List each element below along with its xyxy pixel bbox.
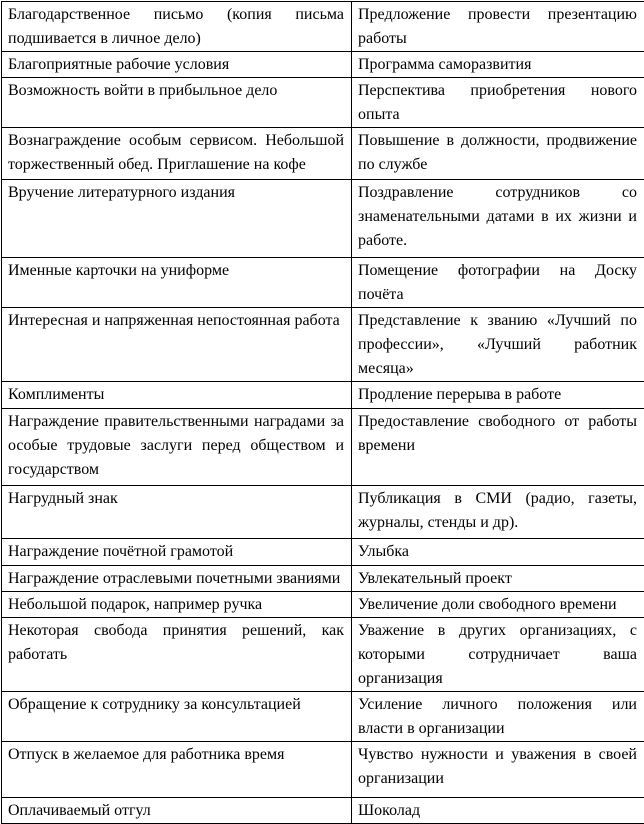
table-row xyxy=(2,618,644,692)
table-cell: Награждение почётной грамотой xyxy=(2,539,352,566)
table-row xyxy=(2,592,644,618)
table-cell: Предоставление свободного от работы времени xyxy=(352,409,644,486)
table-row xyxy=(2,258,644,308)
table-cell: Награждение отраслевыми почетными званиями xyxy=(2,566,352,592)
table-cell: Оплачиваемый отгул xyxy=(2,798,352,824)
table-cell: Интересная и напряженная непостоянная работа xyxy=(2,308,352,382)
table-cell: Отпуск в желаемое для работника время xyxy=(2,742,352,798)
table-cell: Именные карточки на униформе xyxy=(2,258,352,308)
table-cell: Публикация в СМИ (радио, газеты, журналы, стенды и др). xyxy=(352,486,644,539)
table-row xyxy=(2,798,644,824)
table-cell: Усиление личного положения или власти в организации xyxy=(352,692,644,742)
table-row xyxy=(2,180,644,258)
table-row xyxy=(2,382,644,409)
table-cell: Благоприятные рабочие условия xyxy=(2,52,352,78)
table-cell: Продление перерыва в работе xyxy=(352,382,644,409)
table-row xyxy=(2,128,644,180)
table-row xyxy=(2,78,644,128)
table-cell: Награждение правительственными наградами за особые трудовые заслуги перед обществом и государством xyxy=(2,409,352,486)
table-cell: Нагрудный знак xyxy=(2,486,352,539)
table-cell: Помещение фотографии на Доску почёта xyxy=(352,258,644,308)
table-cell: Улыбка xyxy=(352,539,644,566)
table-cell: Комплименты xyxy=(2,382,352,409)
table-cell: Предложение провести презентацию работы xyxy=(352,2,644,52)
table-row xyxy=(2,539,644,566)
two-column-table xyxy=(1,1,644,824)
table-cell: Благодарственное письмо (копия письма подшивается в личное дело) xyxy=(2,2,352,52)
table-cell: Вознаграждение особым сервисом. Небольшой торжественный обед. Приглашение на кофе xyxy=(2,128,352,180)
table-cell: Чувство нужности и уважения в своей организации xyxy=(352,742,644,798)
table-row xyxy=(2,308,644,382)
table-cell: Вручение литературного издания xyxy=(2,180,352,258)
table-cell: Перспектива приобретения нового опыта xyxy=(352,78,644,128)
table-cell: Небольшой подарок, например ручка xyxy=(2,592,352,618)
table-row xyxy=(2,566,644,592)
table-cell: Повышение в должности, продвижение по службе xyxy=(352,128,644,180)
table-row xyxy=(2,742,644,798)
table-cell: Увлекательный проект xyxy=(352,566,644,592)
table-row xyxy=(2,692,644,742)
table-cell: Возможность войти в прибыльное дело xyxy=(2,78,352,128)
table-cell: Поздравление сотрудников со знаменательными датами в их жизни и работе. xyxy=(352,180,644,258)
table-row xyxy=(2,409,644,486)
table-cell: Обращение к сотруднику за консультацией xyxy=(2,692,352,742)
table-cell: Увеличение доли свободного времени xyxy=(352,592,644,618)
table-row xyxy=(2,2,644,52)
table-cell: Программа саморазвития xyxy=(352,52,644,78)
table-cell: Уважение в других организациях, с которыми сотрудничает ваша организация xyxy=(352,618,644,692)
table-cell: Представление к званию «Лучший по профессии», «Лучший работник месяца» xyxy=(352,308,644,382)
table-row xyxy=(2,52,644,78)
table-cell: Некоторая свобода принятия решений, как работать xyxy=(2,618,352,692)
table-row xyxy=(2,486,644,539)
table-cell: Шоколад xyxy=(352,798,644,824)
